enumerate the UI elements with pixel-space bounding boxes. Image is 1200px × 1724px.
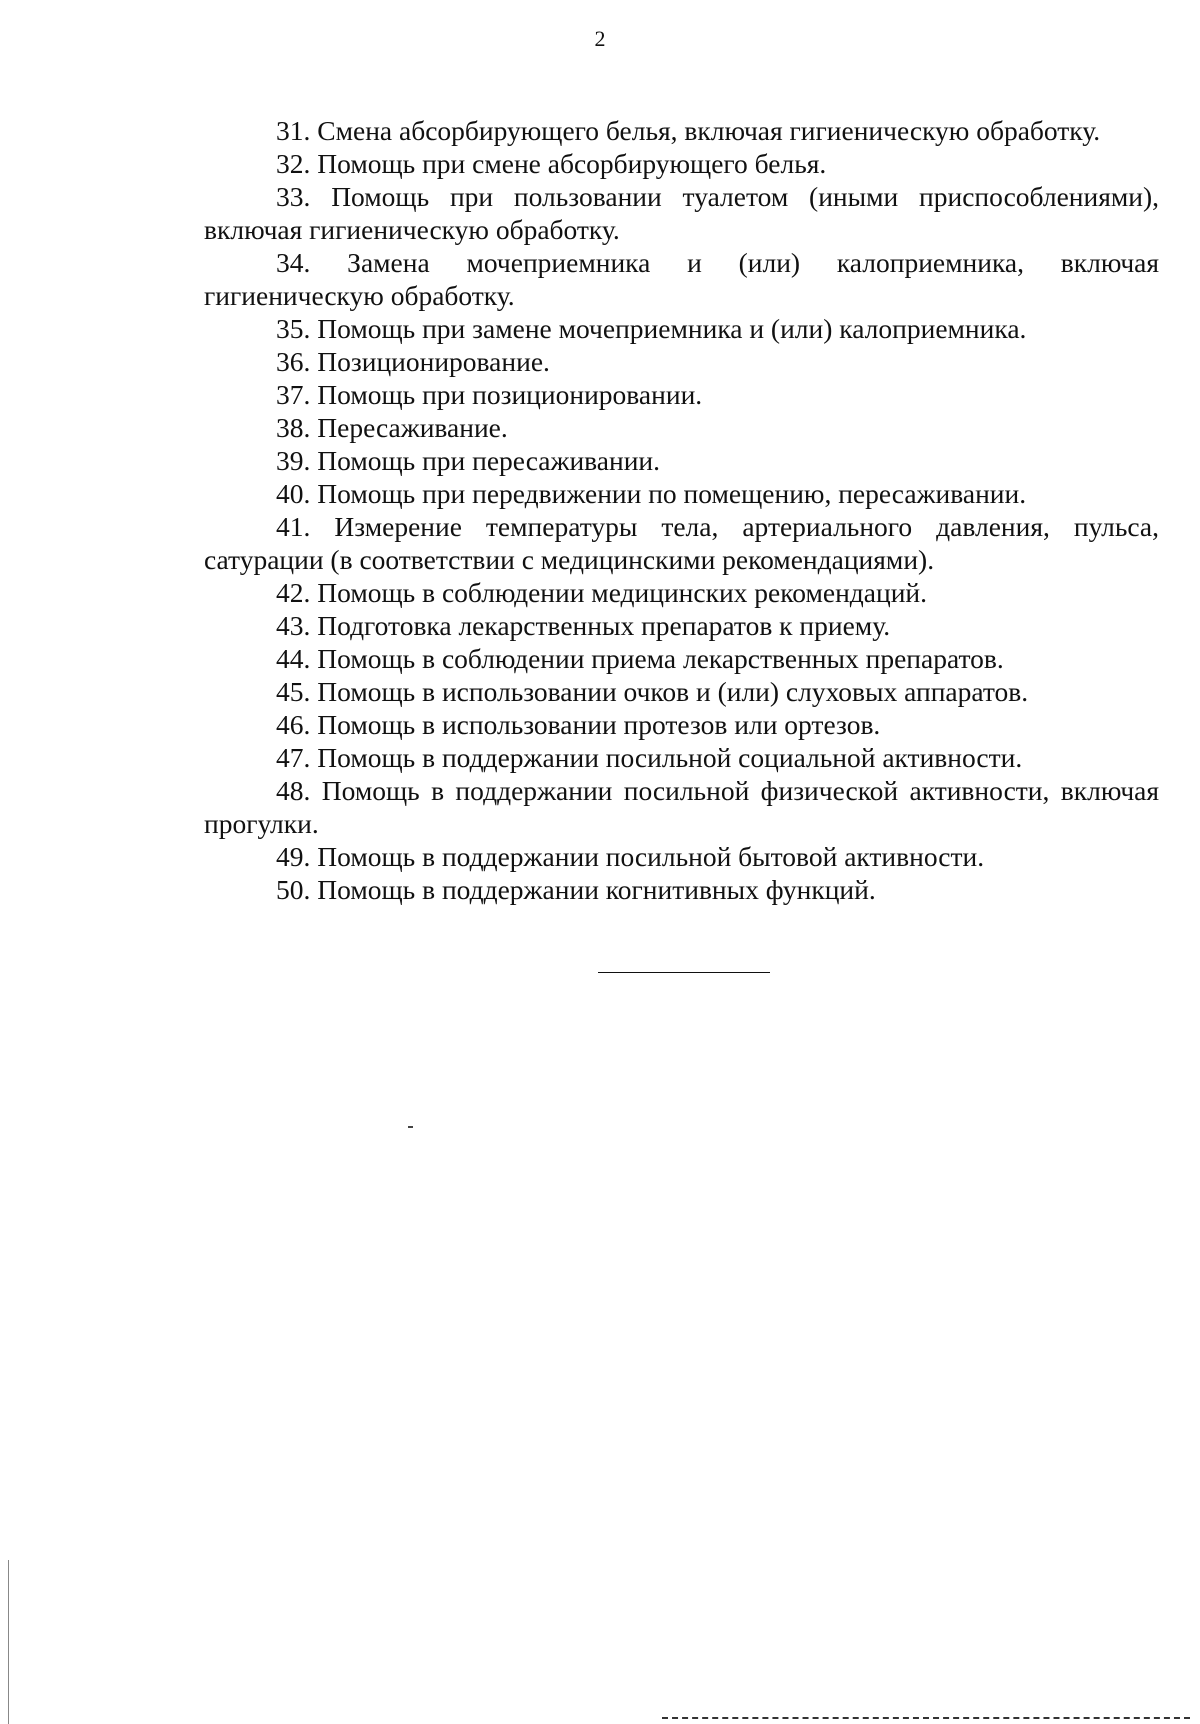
item-number: 35.: [276, 313, 311, 344]
list-item: [204, 873, 1159, 906]
item-text: Помощь в использовании протезов или ортезов.: [317, 709, 881, 740]
item-text: Измерение температуры тела, артериального давления, пульса, сатурации (в соответствии с медицинскими рекомендациями).: [204, 511, 1159, 575]
scan-bottom-mark: [662, 1717, 1190, 1719]
item-text: Помощь при позиционировании.: [317, 379, 703, 410]
list-item: [204, 312, 1159, 345]
list-item: [204, 840, 1159, 873]
list-item: [204, 708, 1159, 741]
item-text: Пересаживание.: [317, 412, 508, 443]
list-item: [204, 774, 1159, 840]
list-item: [204, 477, 1159, 510]
item-text: Помощь в поддержании посильной бытовой активности.: [317, 841, 985, 872]
list-item: [204, 147, 1159, 180]
item-number: 50.: [276, 874, 311, 905]
list-item: [204, 510, 1159, 576]
item-text: Помощь при передвижении по помещению, пересаживании.: [317, 478, 1027, 509]
scan-edge-line: [8, 1560, 9, 1724]
item-number: 39.: [276, 445, 311, 476]
item-number: 45.: [276, 676, 311, 707]
item-text: Помощь при смене абсорбирующего белья.: [317, 148, 827, 179]
item-text: Помощь в поддержании посильной социальной активности.: [317, 742, 1023, 773]
item-number: 36.: [276, 346, 311, 377]
item-text: Помощь в соблюдении медицинских рекомендаций.: [317, 577, 928, 608]
list-item: [204, 114, 1159, 147]
item-number: 41.: [276, 511, 311, 542]
item-number: 48.: [276, 775, 311, 806]
item-text: Замена мочеприемника и (или) калоприемника, включая гигиеническую обработку.: [204, 247, 1160, 311]
item-number: 49.: [276, 841, 311, 872]
item-number: 40.: [276, 478, 311, 509]
item-text: Помощь в соблюдении приема лекарственных препаратов.: [317, 643, 1004, 674]
item-number: 37.: [276, 379, 311, 410]
list-item: [204, 378, 1159, 411]
list-item: [204, 246, 1159, 312]
item-text: Помощь при пользовании туалетом (иными приспособлениями), включая гигиеническую обработку.: [204, 181, 1160, 245]
item-text: Смена абсорбирующего белья, включая гигиеническую обработку.: [317, 115, 1101, 146]
list-item: [204, 642, 1159, 675]
list-item: [204, 741, 1159, 774]
item-number: 31.: [276, 115, 311, 146]
page-number: 2: [594, 26, 606, 51]
item-number: 33.: [276, 181, 311, 212]
item-text: Помощь в поддержании когнитивных функций.: [317, 874, 876, 905]
item-text: Помощь в поддержании посильной физической активности, включая прогулки.: [204, 775, 1160, 839]
end-of-list-divider: [598, 972, 770, 973]
item-number: 32.: [276, 148, 311, 179]
item-text: Помощь при замене мочеприемника и (или) калоприемника.: [317, 313, 1027, 344]
item-number: 38.: [276, 412, 311, 443]
item-number: 34.: [276, 247, 311, 278]
item-number: 42.: [276, 577, 311, 608]
list-item: [204, 576, 1159, 609]
item-text: Подготовка лекарственных препаратов к приему.: [317, 610, 891, 641]
item-text: Помощь в использовании очков и (или) слуховых аппаратов.: [317, 676, 1029, 707]
item-number: 44.: [276, 643, 311, 674]
list-item: [204, 444, 1159, 477]
item-list: [204, 114, 1159, 906]
list-item: [204, 411, 1159, 444]
item-number: 43.: [276, 610, 311, 641]
list-item: [204, 345, 1159, 378]
list-item: [204, 180, 1159, 246]
scan-speck: [408, 1126, 413, 1128]
item-text: Позиционирование.: [317, 346, 550, 377]
item-number: 47.: [276, 742, 311, 773]
list-item: [204, 675, 1159, 708]
item-text: Помощь при пересаживании.: [317, 445, 661, 476]
list-item: [204, 609, 1159, 642]
item-number: 46.: [276, 709, 311, 740]
